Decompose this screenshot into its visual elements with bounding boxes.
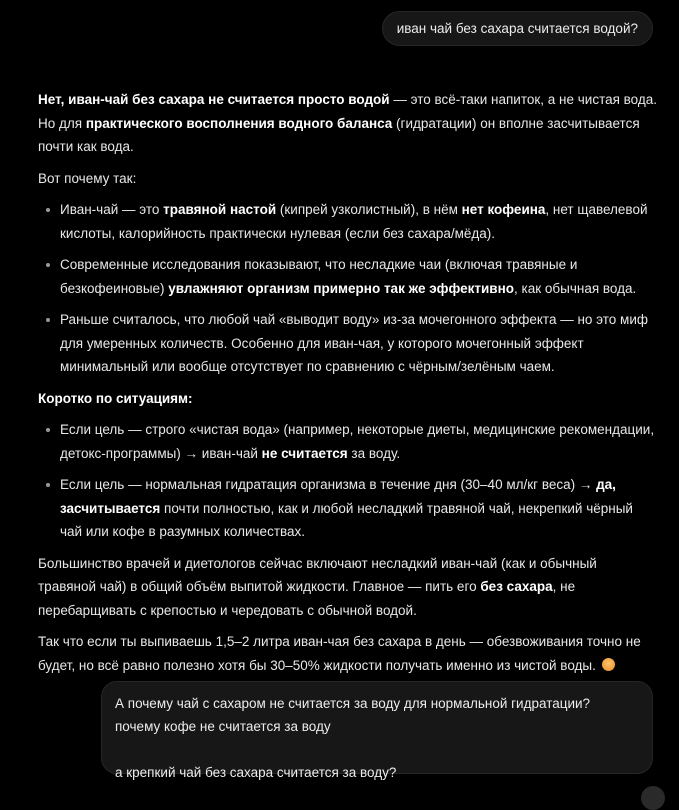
bullet-icon (46, 483, 50, 487)
user-message-bubble (382, 11, 653, 46)
user-message-line: А почему чай с сахаром не считается за воду для нормальной гидратации? почему кофе не считается за воду (115, 696, 591, 734)
assistant-answer (38, 88, 658, 685)
user-message-bubble (101, 681, 653, 780)
text: (кипрей узколистный), в нём (276, 202, 462, 217)
bullet-icon (46, 428, 50, 432)
text: за воду. (347, 445, 401, 461)
text: Раньше считалось, что любой чай «выводит воду» из-за мочегонного эффекта — но это миф для умеренных количеств. Особенно для иван-чая, у которого мочегонный эффект минимальный или вообще отсутствует по сравнению с чёрным/зелёным чаем. (60, 312, 648, 374)
text: , не перебарщивать с крепостью и чередовать с обычной водой. (38, 579, 576, 618)
user-message-text: иван чай без сахара считается водой? (396, 21, 638, 36)
text: Так что если ты выпиваешь 1,5–2 литра иван-чая без сахара в день — обезвоживания точно не будет, но всё равно полезно хотя бы 30–50% жидкости получать именно из чистой воды. (38, 634, 641, 673)
bold-text: да, засчитывается (60, 477, 616, 516)
smiling-face-emoji-icon (602, 658, 615, 671)
answer-paragraph-intro (38, 88, 658, 159)
blank-line (115, 738, 639, 761)
list-item (38, 473, 658, 544)
bold-text: без сахара (480, 579, 553, 594)
bold-text: практического восполнения водного баланса (85, 115, 393, 131)
bold-text: Нет, иван-чай без сахара не считается просто водой (38, 92, 390, 107)
bold-text: нет кофеина (461, 202, 546, 217)
text: Большинство врачей и диетологов сейчас включают несладкий иван-чай (как и обычный травяной чай) в общий объём выпитой жидкости. Главное — пить его (38, 555, 597, 594)
bullet-icon (46, 263, 50, 267)
bullet-icon (46, 318, 50, 322)
text: Иван-чай — это (60, 202, 164, 217)
text: (гидратации) он вполне засчитывается почти как вода. (38, 115, 640, 154)
list-item (38, 198, 658, 245)
text: — это всё-таки напиток, а не чистая вода. Но для (38, 92, 658, 131)
text: , нет щавелевой кислоты, калорийность практически нулевая (если без сахара/мёда). (60, 202, 648, 241)
answer-paragraph-reasons: Вот почему так: (38, 170, 137, 186)
list-item (38, 308, 658, 379)
section-heading (38, 387, 658, 411)
reasons-list (38, 198, 658, 379)
text: Если цель — строго «чистая вода» (например, некоторые диеты, медицинские рекомендации, детокс-программы) → иван-чай (60, 422, 655, 461)
bold-text: не считается (261, 445, 348, 461)
list-item (38, 253, 658, 300)
user-message-line: а крепкий чай без сахара считается за воду? (115, 765, 397, 780)
answer-paragraph-conclusion (38, 630, 658, 677)
list-item (38, 418, 658, 465)
text: почти полностью, как и любой несладкий травяной чай, некрепкий чёрный чай или кофе в разумных количествах. (60, 500, 633, 539)
scroll-to-bottom-button[interactable] (641, 786, 665, 810)
bullet-icon (46, 208, 50, 212)
bold-text: травяной настой (163, 202, 277, 217)
answer-paragraph-doctors (38, 552, 658, 623)
bold-text: Коротко по ситуациям: (38, 390, 193, 406)
text: Современные исследования показывают, что несладкие чаи (включая травяные и безкофеиновые) (60, 257, 578, 296)
bold-text: увлажняют организм примерно так же эффективно (168, 280, 515, 296)
text: Если цель — нормальная гидратация организма в течение дня (30–40 мл/кг веса) → (60, 477, 597, 492)
text: , как обычная вода. (514, 280, 637, 296)
situations-list (38, 418, 658, 544)
